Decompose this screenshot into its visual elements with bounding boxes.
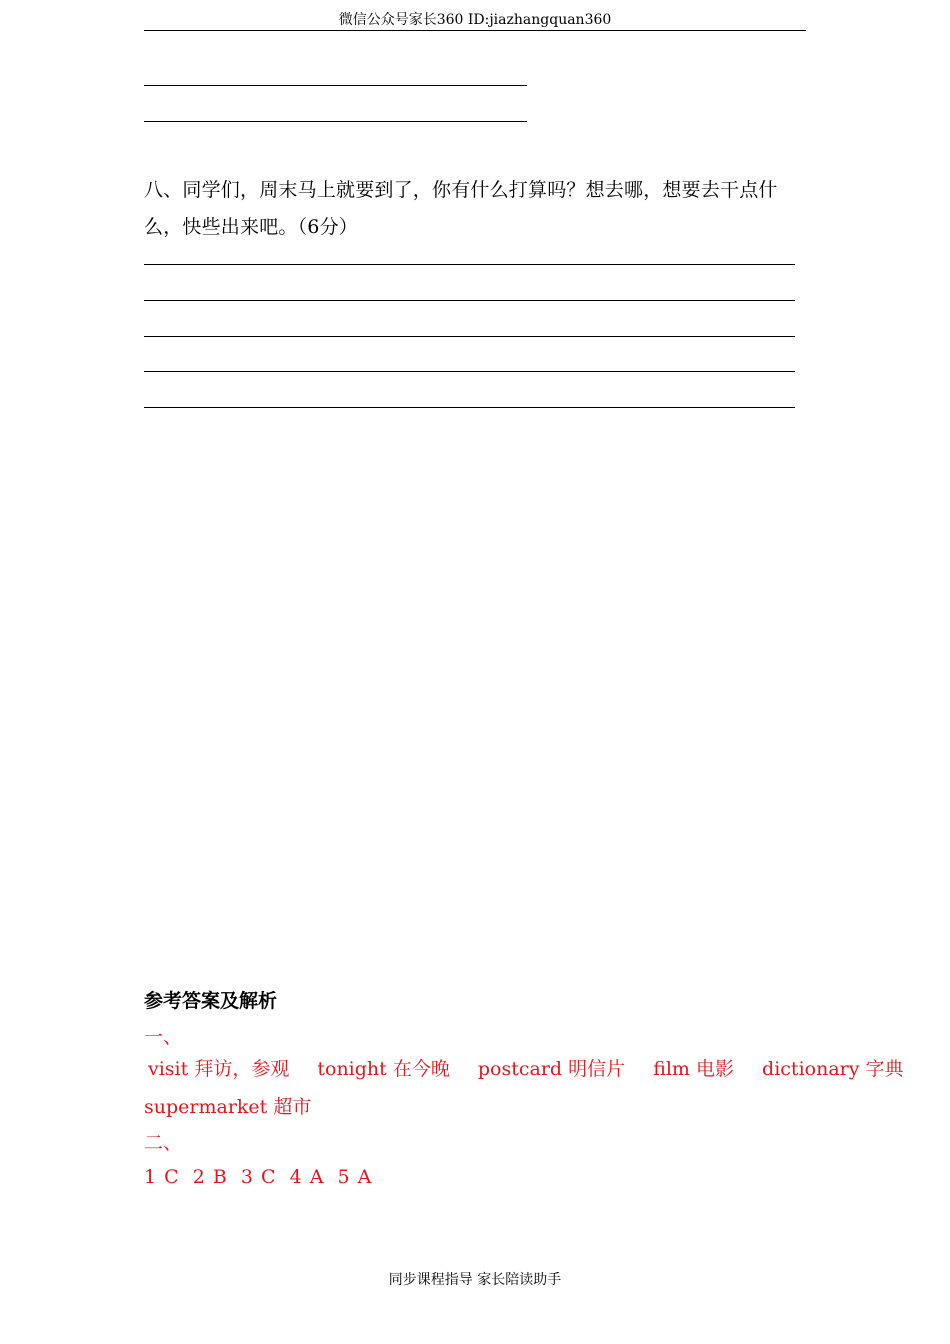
vocab-answers-row xyxy=(148,1054,904,1084)
answers-title: 参考答案及解析 xyxy=(144,990,278,1012)
page-header: 微信公众号家长360 ID:jiazhangquan360 xyxy=(144,10,806,31)
page-footer: 同步课程指导 家长陪读助手 xyxy=(388,1272,562,1288)
answer-line xyxy=(144,121,527,122)
writing-line xyxy=(144,264,795,265)
question-8-text: 八、同学们，周末马上就要到了，你有什么打算吗？想去哪，想要去干点什么，快些出来吧。（6分） xyxy=(144,179,778,238)
writing-line xyxy=(144,371,795,372)
vocab-answer: visit 拜访，参观 xyxy=(148,1058,290,1080)
section-2-label: 二、 xyxy=(144,1132,183,1154)
vocab-answer: tonight 在今晚 xyxy=(317,1058,450,1080)
choice-answer: 5 A xyxy=(337,1166,373,1188)
vocab-answer-extra: supermarket 超市 xyxy=(144,1096,312,1118)
choice-answers-row xyxy=(144,1162,378,1192)
writing-line xyxy=(144,300,795,301)
choice-answer: 1 C xyxy=(144,1166,180,1188)
choice-answer: 2 B xyxy=(192,1166,228,1188)
writing-line xyxy=(144,407,795,408)
choice-answer: 4 A xyxy=(289,1166,325,1188)
vocab-answer: film 电影 xyxy=(653,1058,734,1080)
vocab-answer: postcard 明信片 xyxy=(477,1058,626,1080)
vocab-answer: dictionary 字典 xyxy=(762,1058,904,1080)
writing-line xyxy=(144,336,795,337)
answer-line xyxy=(144,85,527,86)
choice-answer: 3 C xyxy=(240,1166,277,1188)
section-1-label: 一、 xyxy=(144,1026,183,1048)
